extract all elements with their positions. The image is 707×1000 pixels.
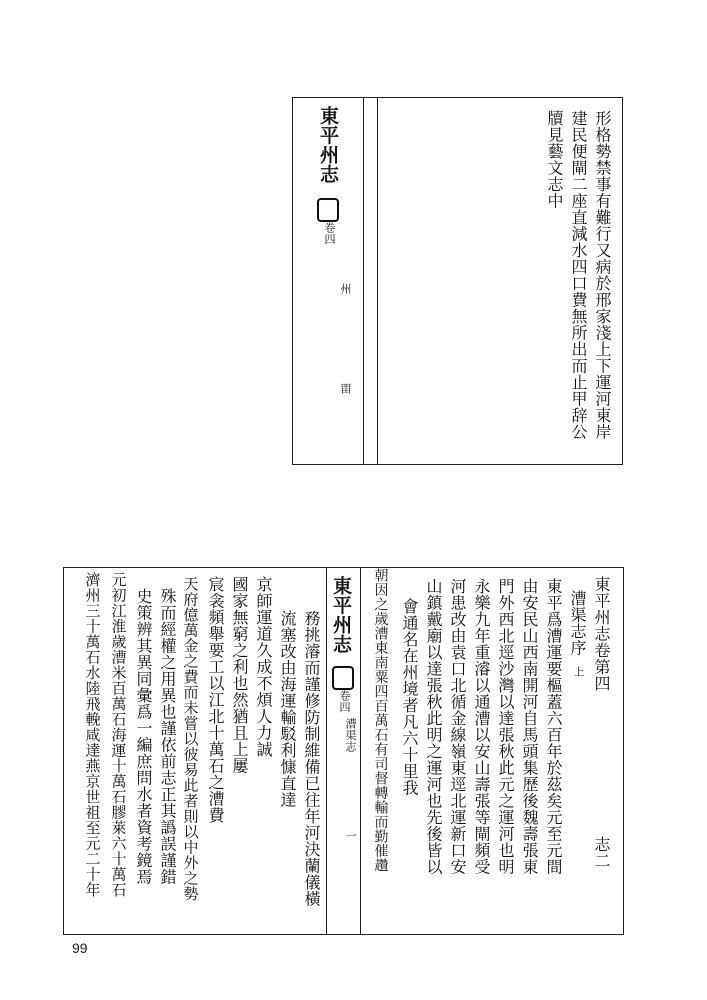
page-number: 99 bbox=[72, 940, 88, 956]
margin-divider bbox=[360, 568, 361, 934]
margin-section: 州 bbox=[339, 283, 352, 295]
text-column: 河患改由袁口北循金線嶺東逕北運新口安 bbox=[448, 578, 467, 875]
text-column: 牘見藝文志中 bbox=[545, 110, 564, 209]
text-column: 山鎮戴廟以達張秋此明之運河也先後皆以 bbox=[424, 578, 443, 875]
margin-divider bbox=[377, 98, 378, 464]
margin-page-number: 㽞 bbox=[339, 383, 352, 395]
text-column: 形格勢禁事有難行又病於邢家淺上下運河東岸 bbox=[593, 110, 612, 440]
text-column: 京師運道久成不煩人力誠 bbox=[254, 576, 273, 758]
margin-volume: 卷四 bbox=[338, 690, 351, 713]
text-column: 永樂九年重濬以通漕以安山壽張等閘頻受 bbox=[472, 578, 491, 875]
text-column: 殊而經權之用異也謹依前志正其譌誤謹錯 bbox=[158, 588, 177, 885]
text-column: 宸衾頻舉要工以江北十萬石之漕費 bbox=[206, 576, 225, 824]
text-column: 由安民山西南開河自馬頭集歷後魏壽張東 bbox=[520, 578, 539, 875]
margin-divider bbox=[326, 568, 327, 934]
volume-label: 志二 bbox=[592, 836, 611, 869]
fish-tail-ornament bbox=[317, 198, 339, 222]
text-column: 濟州三十萬石水陸飛輓咸達燕京世祖至元二十年 bbox=[83, 572, 102, 898]
upper-page bbox=[292, 97, 623, 465]
margin-page-number: 一 bbox=[344, 830, 357, 842]
book-title: 東平州志卷第四 bbox=[592, 576, 611, 692]
margin-divider bbox=[363, 98, 364, 464]
lower-page bbox=[63, 567, 624, 935]
text-column: 門外西北逕沙灣以達張秋此元之運河也明 bbox=[496, 578, 515, 875]
margin-book-title: 東平州志 bbox=[330, 576, 352, 654]
section-part: 上 bbox=[572, 666, 585, 678]
text-column: 朝因之歲漕東南粟四百萬石有司督轉輸而勤催趲 bbox=[372, 568, 389, 873]
section-title: 漕渠志序 bbox=[568, 590, 587, 656]
margin-book-title: 東平州志 bbox=[317, 106, 339, 184]
text-column: 元初江淮歲漕米百萬石海運十萬石膠萊六十萬石 bbox=[109, 572, 128, 898]
text-column: 東平爲漕運要樞蓋六百年於茲矣元至元間 bbox=[544, 578, 563, 875]
text-column: 流塞改由海運輸駁利慷直達 bbox=[278, 610, 297, 808]
text-column: 國家無窮之利也然猶且上屢 bbox=[230, 576, 249, 774]
fish-tail-ornament bbox=[332, 666, 354, 690]
text-column: 務挑濬而謹修防制維備已往年河決蘭儀橫 bbox=[302, 610, 321, 907]
text-column: 史策辨其異同彙爲一編庶問水者資考鏡焉 bbox=[134, 588, 153, 885]
text-column: 會通名在州境者凡六十里我 bbox=[400, 598, 419, 796]
text-column: 天府億萬金之費而未嘗以彼易此者則以中外之勢 bbox=[181, 576, 200, 902]
margin-volume: 卷四 bbox=[323, 222, 336, 245]
text-column: 建民便閘二座直減水四口費無所出而止甲辞公 bbox=[569, 110, 588, 440]
margin-section: 漕渠志 bbox=[344, 718, 357, 753]
